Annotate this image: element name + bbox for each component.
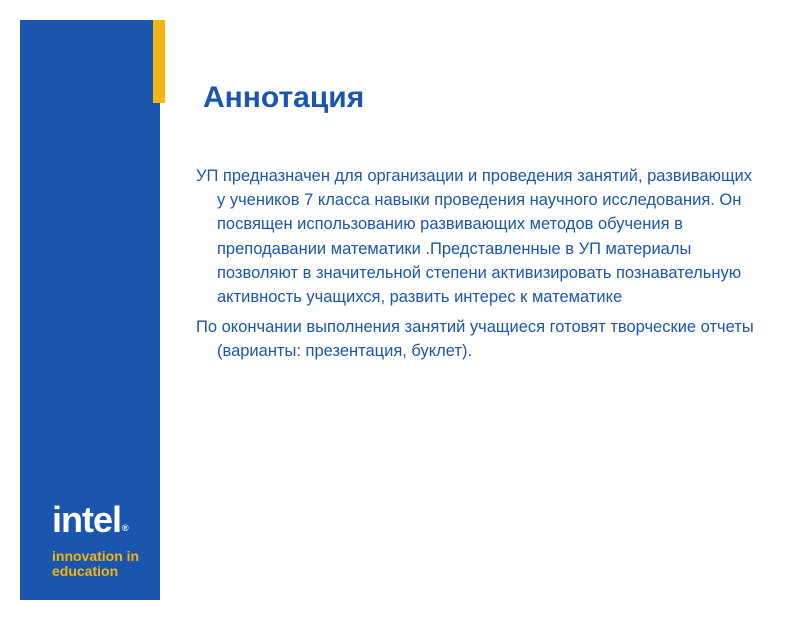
intel-logo (52, 500, 139, 579)
slide-body (196, 164, 756, 364)
logo-wordmark (52, 500, 139, 540)
registered-mark: ® (122, 523, 128, 533)
slide-title: Аннотация (203, 81, 365, 114)
logo-tagline-line2: education (52, 563, 119, 579)
body-paragraph-2: По окончании выполнения занятий учащиеся готовят творческие отчеты (варианты: презентация, буклет). (196, 318, 754, 361)
body-paragraph-1: УП предназначен для организации и проведения занятий, развивающих у учеников 7 класса навыки проведения научного исследования. Он посвящен использованию развивающих методов обучения в преподавании математики .Представленные в УП материалы позволяют в значительной степени активизировать познавательную активность учащихся, развить интерес к математике (196, 167, 753, 307)
accent-bar (153, 20, 165, 103)
logo-wordmark-text: intel (52, 499, 122, 540)
logo-tagline-line1: innovation in (52, 548, 140, 564)
logo-tagline (52, 549, 139, 579)
